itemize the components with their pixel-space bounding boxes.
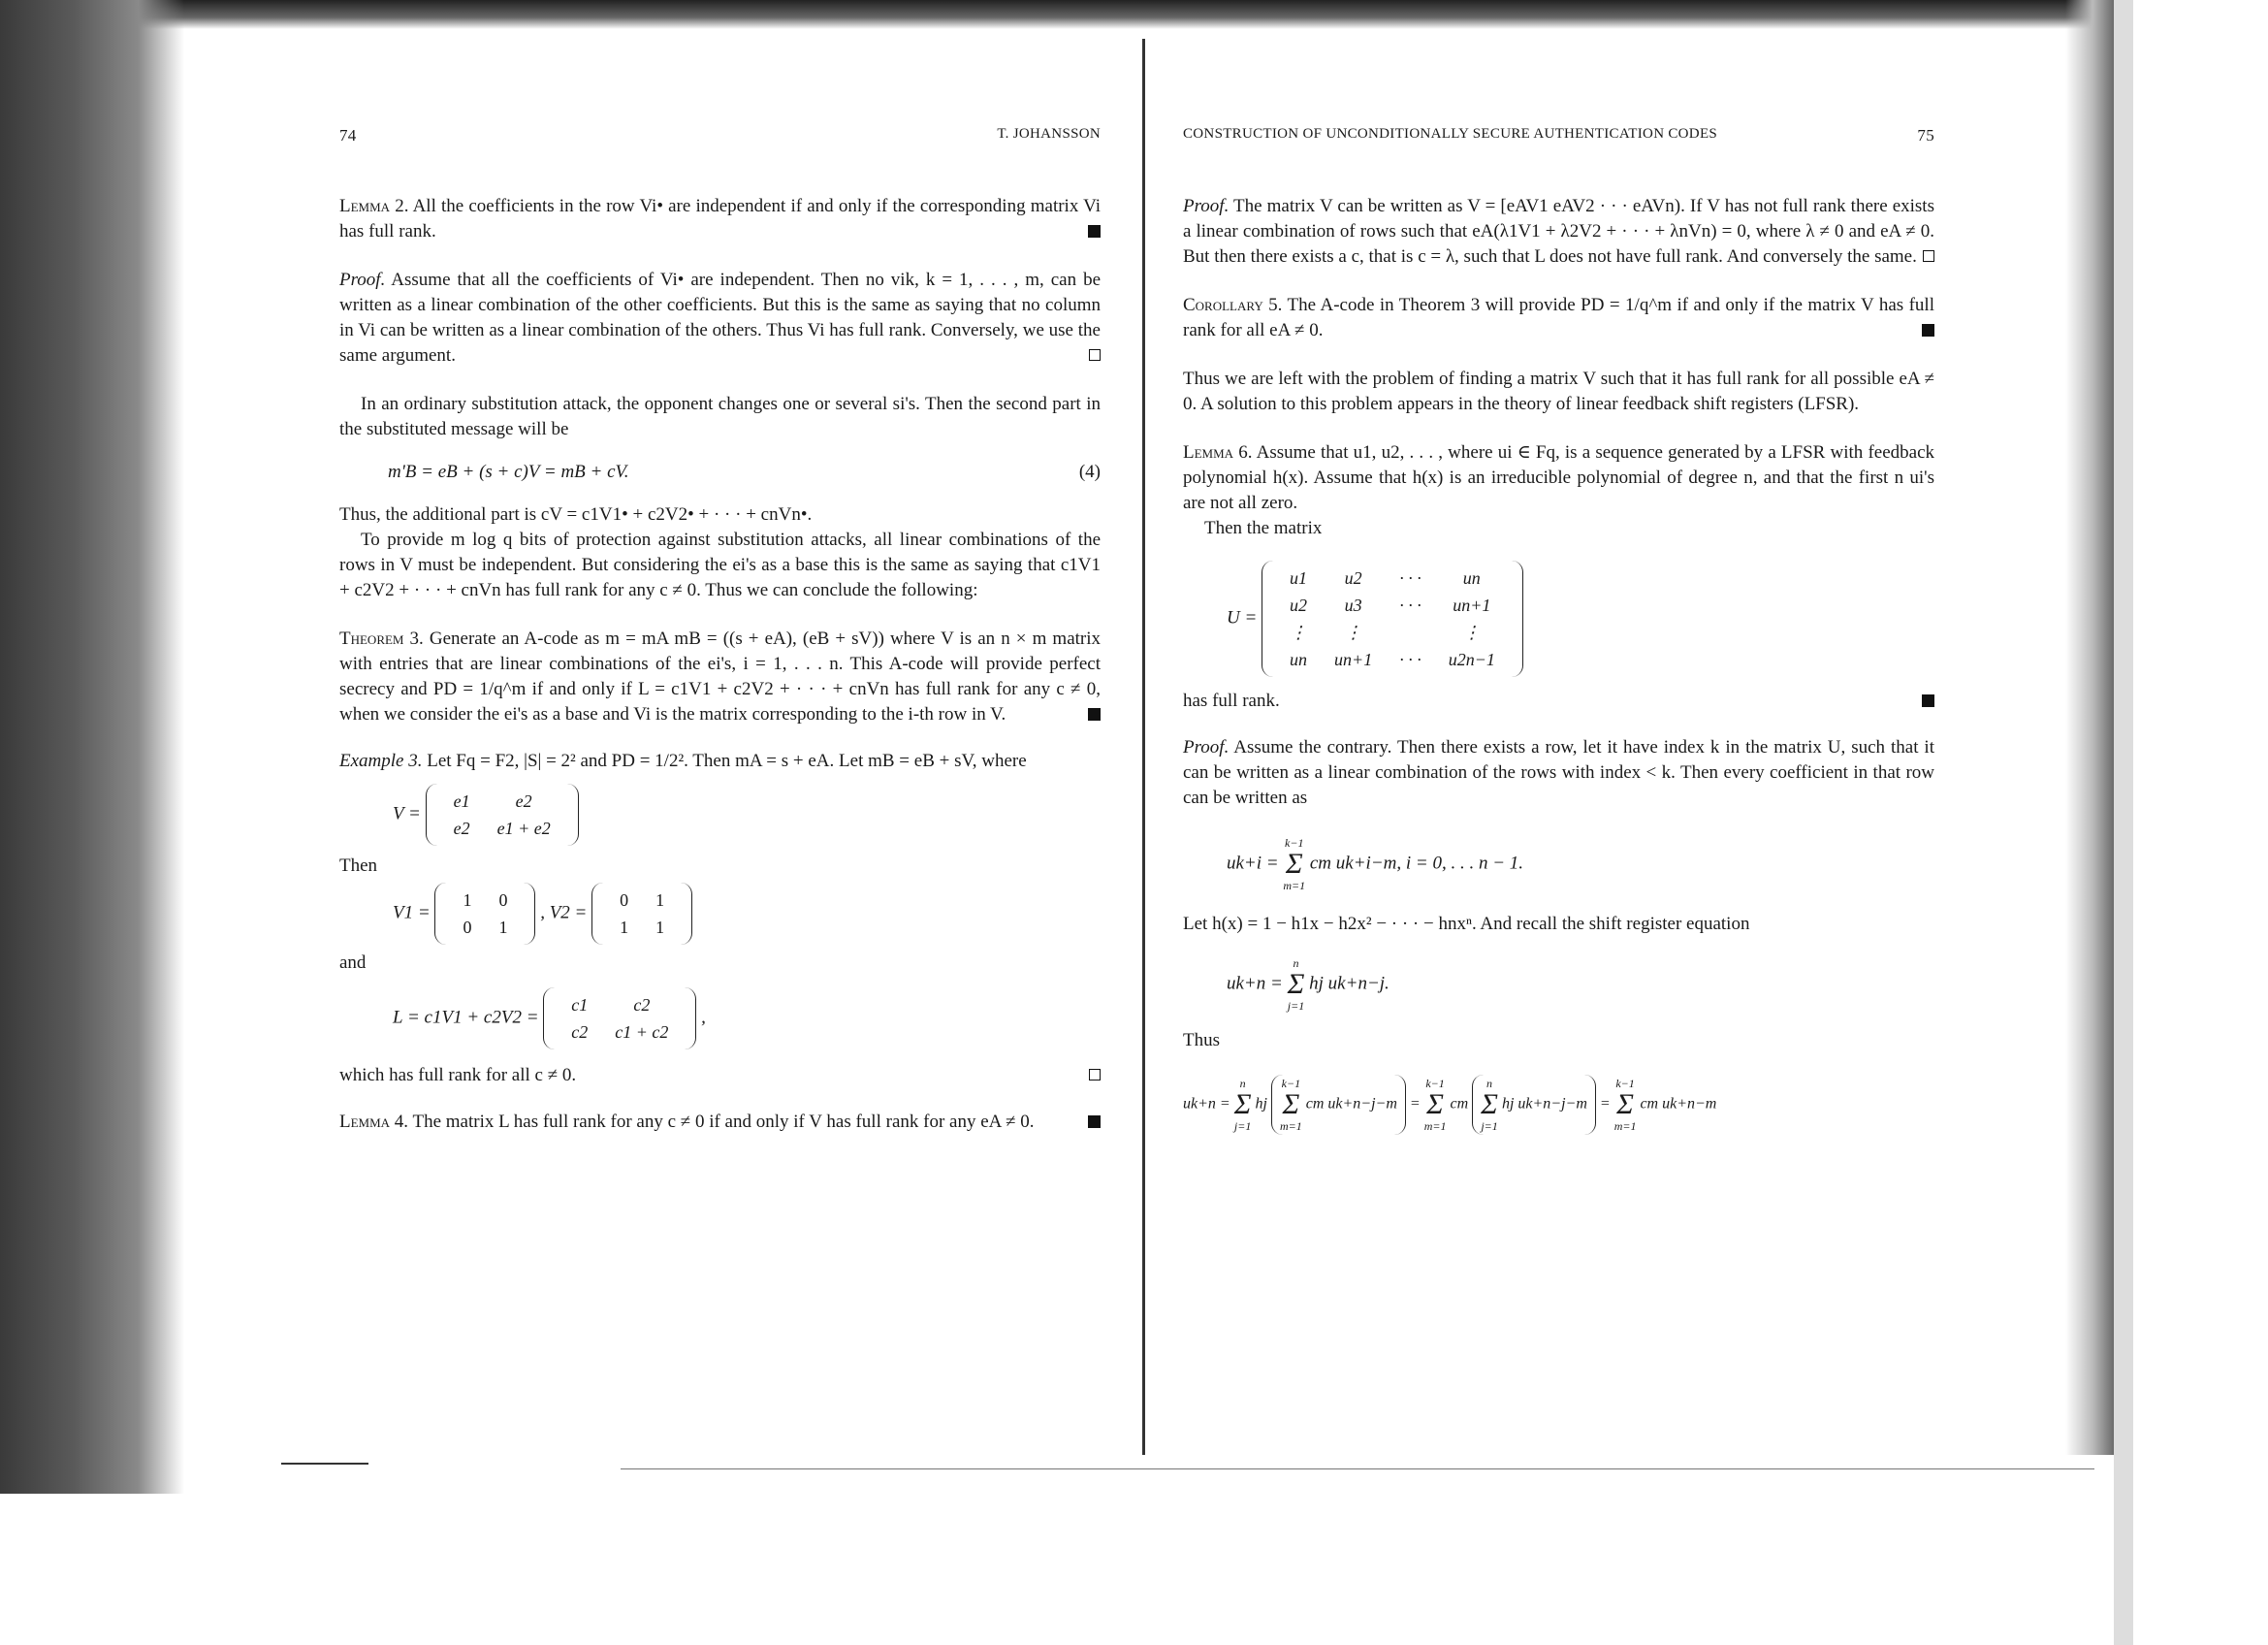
sum-upper-limit: n: [1239, 1077, 1246, 1090]
right-header: [1183, 126, 1934, 155]
corollary-text: The A-code in Theorem 3 will provide PD = 1/q^m if and only if the matrix V has full rank for all eA ≠ 0.: [1183, 295, 1934, 340]
corollary-label: Corollary 5.: [1183, 295, 1283, 315]
matrix-cell: u1: [1290, 568, 1308, 588]
proof-1: [339, 268, 1101, 369]
equation-shift-register: [1183, 956, 1934, 1013]
summation-icon: [1614, 1077, 1637, 1133]
scan-shadow-left: [0, 0, 184, 1494]
matrix-cell: · · ·: [1399, 596, 1421, 615]
end-of-statement-icon: [1088, 1115, 1101, 1128]
sum-lower-limit: m=1: [1279, 1119, 1302, 1133]
sum-upper-limit: k−1: [1615, 1077, 1635, 1090]
matrix-lhs: V1 =: [393, 902, 431, 923]
lemma-text: Assume that u1, u2, . . . , where ui ∈ Fq, is a sequence generated by a LFSR with feedback polynomial h(x). Assume that h(x) is an irreducible polynomial of degree n, and that the first n ui's are not all zero.: [1183, 442, 1935, 513]
matrix-row: [449, 887, 521, 914]
scan-mark: [281, 1463, 368, 1465]
proof-label: Proof.: [1183, 196, 1230, 216]
scan-mark: [621, 1468, 2094, 1469]
equation-coefficients: [1183, 836, 1934, 892]
term: cm: [1450, 1095, 1469, 1113]
paragraph: Thus: [1183, 1030, 1220, 1050]
proof-text: Assume the contrary. Then there exists a row, let it have index k in the matrix U, such that it can be written as a linear combination of the rows with index < k. Then every coefficient in that row can be written as: [1183, 737, 1934, 808]
matrix-v1-v2-equation: [339, 883, 1101, 945]
page-number: 74: [339, 126, 357, 145]
matrix-cell: e1: [453, 791, 470, 811]
proof-text: The matrix V can be written as V = [eAV1 eAV2 · · · eAVn). If V has not full rank there exists a linear combination of rows such that eA(λ1V1 + λ2V2 + · · · + λnVn) = 0, where λ ≠ 0 and eA ≠ 0. But then there exists a c, that is c = λ, such that L does not have full rank. And conversely the same.: [1183, 196, 1934, 267]
matrix-cell: u2n−1: [1448, 650, 1495, 669]
bracket-group: [1472, 1075, 1596, 1135]
proof-text: Assume that all the coefficients of Vi• are independent. Then no vik, k = 1, . . . , m, can be written as a linear combination of the other coefficients. But this is the same as saying that no column in Vi can be written as a linear combination of the others. Thus Vi has full rank. Conversely, we use the same argument.: [339, 270, 1101, 366]
summation-icon: [1234, 1077, 1252, 1133]
matrix-cell: c2: [571, 1022, 589, 1042]
page-number: 75: [1917, 126, 1934, 145]
lemma-text: All the coefficients in the row Vi• are independent if and only if the corresponding matrix Vi has full rank.: [339, 196, 1101, 242]
term: cm uk+n−j−m: [1305, 1095, 1397, 1113]
matrix-cell: · · ·: [1399, 568, 1421, 588]
example-closing: [339, 1063, 1101, 1088]
lemma-label: Lemma 6.: [1183, 442, 1253, 463]
paragraph: Then the matrix: [1204, 518, 1323, 538]
book-gutter: [1142, 39, 1145, 1455]
matrix-row: [1276, 592, 1509, 619]
term: hj: [1255, 1095, 1267, 1113]
matrix-v-equation: [339, 784, 1101, 846]
paragraph: Let h(x) = 1 − h1x − h2x² − · · · − hnxⁿ. And recall the shift register equation: [1183, 914, 1750, 934]
left-page: [339, 126, 1101, 1135]
matrix-lhs: V =: [393, 803, 421, 824]
bracket-group: [1271, 1075, 1406, 1135]
sigma-symbol: Σ: [1233, 1088, 1252, 1120]
lemma-6: [1183, 440, 1934, 516]
sigma-symbol: Σ: [1285, 848, 1303, 880]
matrix-cell: un: [1290, 650, 1308, 669]
lemma-text: The matrix L has full rank for any c ≠ 0 if and only if V has full rank for any eA ≠ 0.: [412, 1112, 1035, 1132]
matrix-cell: 0: [620, 890, 629, 910]
matrix-u: [1262, 561, 1523, 677]
matrix-cell: 0: [463, 918, 472, 937]
matrix-row: [606, 914, 678, 941]
matrix-row: [440, 788, 564, 815]
sum-lower-limit: j=1: [1233, 1119, 1252, 1133]
matrix-cell: e2: [515, 791, 532, 811]
proof-label: Proof.: [1183, 737, 1230, 758]
sum-lower-limit: m=1: [1423, 1119, 1447, 1133]
sigma-symbol: Σ: [1282, 1088, 1300, 1120]
paragraph: Then: [339, 855, 378, 876]
matrix-row: [1276, 646, 1509, 673]
summation-icon: [1283, 836, 1305, 892]
matrix-row: [558, 991, 682, 1018]
matrix-cell: 1: [655, 918, 665, 937]
summation-icon: [1280, 1077, 1302, 1133]
matrix-cell: e1 + e2: [496, 819, 551, 838]
theorem-label: Theorem 3.: [339, 629, 424, 649]
paragraph: and: [339, 952, 367, 973]
sum-upper-limit: n: [1293, 956, 1299, 970]
example-text: Let Fq = F2, |S| = 2² and PD = 1/2². Then mA = s + eA. Let mB = eB + sV, where: [427, 751, 1027, 771]
sum-upper-limit: k−1: [1425, 1077, 1445, 1090]
equation-lhs: uk+n =: [1183, 1095, 1230, 1113]
matrix-cell: [1386, 619, 1435, 646]
matrix-cell: ⋮: [1290, 623, 1308, 642]
proof-3: [1183, 735, 1934, 811]
lemma-4: [339, 1110, 1101, 1135]
term: hj uk+n−j−m: [1501, 1095, 1587, 1113]
matrix-cell: un: [1462, 568, 1481, 588]
matrix-cell: e2: [453, 819, 470, 838]
sum-upper-limit: k−1: [1285, 836, 1304, 850]
matrix-v2: [591, 883, 692, 945]
equals-sign: =: [1599, 1095, 1611, 1113]
equals-sign: =: [1409, 1095, 1421, 1113]
matrix-cell: un+1: [1334, 650, 1373, 669]
sigma-symbol: Σ: [1426, 1088, 1444, 1120]
summation-icon: [1424, 1077, 1447, 1133]
scan-shadow-top: [116, 0, 2094, 29]
paragraph: In an ordinary substitution attack, the opponent changes one or several si's. Then the second part in the substituted message will be: [339, 394, 1101, 439]
summation-icon: [1481, 1077, 1498, 1133]
summation-icon: [1288, 956, 1305, 1013]
matrix-row: [440, 815, 564, 842]
matrix-row: [558, 1018, 682, 1046]
left-header: [339, 126, 1101, 155]
end-of-proof-icon: [1089, 349, 1101, 361]
matrix-cell: 1: [498, 918, 508, 937]
lemma-label: Lemma 4.: [339, 1112, 409, 1132]
sum-lower-limit: m=1: [1283, 879, 1306, 892]
right-page: [1183, 126, 1934, 1135]
scan-edge-right: [2114, 0, 2133, 1645]
sum-upper-limit: n: [1486, 1077, 1493, 1090]
matrix-cell: 1: [463, 890, 472, 910]
matrix-lhs: U =: [1227, 607, 1258, 629]
matrix-lhs: , V2 =: [540, 902, 588, 923]
equation-lhs: uk+n =: [1227, 973, 1283, 994]
equation-lhs: uk+i =: [1227, 853, 1279, 874]
sum-upper-limit: k−1: [1281, 1077, 1301, 1090]
matrix-u-equation: [1183, 561, 1934, 677]
matrix-l-equation: [339, 987, 1101, 1049]
matrix-cell: u3: [1344, 596, 1362, 615]
end-of-statement-icon: [1922, 324, 1934, 337]
proof-label: Proof.: [339, 270, 386, 290]
matrix-cell: ⋮: [1462, 623, 1481, 642]
matrix-cell: 1: [620, 918, 629, 937]
end-of-proof-icon: [1923, 250, 1934, 262]
sigma-symbol: Σ: [1481, 1088, 1498, 1120]
end-of-statement-icon: [1088, 225, 1101, 238]
matrix-cell: ⋮: [1344, 623, 1362, 642]
proof-2: [1183, 194, 1934, 270]
lemma-label: Lemma 2.: [339, 196, 409, 216]
sigma-symbol: Σ: [1616, 1088, 1634, 1120]
paragraph: Thus we are left with the problem of finding a matrix V such that it has full rank for all possible eA ≠ 0. A solution to this problem appears in the theory of linear feedback shift registers (LFSR).: [1183, 369, 1934, 414]
matrix-cell: c2: [633, 995, 651, 1015]
example-label: Example 3.: [339, 751, 423, 771]
lemma-2: [339, 194, 1101, 244]
equation-number: (4): [1078, 462, 1101, 482]
sigma-symbol: Σ: [1287, 968, 1305, 1000]
matrix-v: [426, 784, 579, 846]
matrix-row: [449, 914, 521, 941]
corollary-5: [1183, 293, 1934, 343]
closing-text: has full rank.: [1183, 691, 1280, 711]
matrix-lhs: L = c1V1 + c2V2 =: [393, 1007, 539, 1028]
matrix-cell: 1: [655, 890, 665, 910]
term: cm uk+n−m: [1640, 1095, 1717, 1113]
matrix-v1: [434, 883, 535, 945]
equation-rhs: cm uk+i−m, i = 0, . . . n − 1.: [1309, 853, 1524, 874]
equation-expansion: [1183, 1075, 1934, 1135]
paragraph: To provide m log q bits of protection against substitution attacks, all linear combinations of the rows in V must be independent. But considering the ei's as a base this is the same as saying that c1V1 + c2V2 + · · · + cnVn has full rank for any c ≠ 0. Thus we can conclude the following:: [339, 530, 1101, 600]
theorem-3: [339, 627, 1101, 727]
lemma-closing: [1183, 689, 1934, 714]
running-head: T. JOHANSSON: [997, 126, 1101, 142]
sum-lower-limit: j=1: [1481, 1119, 1498, 1133]
matrix-cell: 0: [498, 890, 508, 910]
matrix-row: [1276, 619, 1509, 646]
sum-lower-limit: j=1: [1287, 999, 1305, 1013]
matrix-cell: u2: [1344, 568, 1362, 588]
matrix-cell: · · ·: [1399, 650, 1421, 669]
matrix-cell: un+1: [1453, 596, 1491, 615]
matrix-row: [606, 887, 678, 914]
equation-4: [339, 460, 1101, 485]
paragraph: Thus, the additional part is cV = c1V1• + c2V2• + · · · + cnVn•.: [339, 504, 813, 525]
example-3: [339, 749, 1101, 774]
theorem-text: Generate an A-code as m = mA mB = ((s + eA), (eB + sV)) where V is an n × m matrix with entries that are linear combinations of the ei's, i = 1, . . . n. This A-code will provide perfect secrecy and PD = 1/q^m if and only if L = c1V1 + c2V2 + · · · + cnVn has full rank for any c ≠ 0, when we consider the ei's as a base and Vi is the matrix corresponding to the i-th row in V.: [339, 629, 1102, 725]
end-of-proof-icon: [1089, 1069, 1101, 1081]
matrix-cell: u2: [1290, 596, 1308, 615]
end-of-statement-icon: [1922, 694, 1934, 707]
running-head: CONSTRUCTION OF UNCONDITIONALLY SECURE AUTHENTICATION CODES: [1183, 126, 1718, 142]
end-of-statement-icon: [1088, 708, 1101, 721]
matrix-tail: ,: [701, 1007, 706, 1028]
matrix-row: [1276, 564, 1509, 592]
closing-text: which has full rank for all c ≠ 0.: [339, 1065, 577, 1085]
matrix-cell: c1 + c2: [615, 1022, 669, 1042]
equation-rhs: hj uk+n−j.: [1309, 973, 1390, 994]
equation-body: m'B = eB + (s + c)V = mB + cV.: [388, 462, 629, 482]
sum-lower-limit: m=1: [1613, 1119, 1637, 1133]
matrix-cell: c1: [571, 995, 589, 1015]
matrix-l: [543, 987, 696, 1049]
